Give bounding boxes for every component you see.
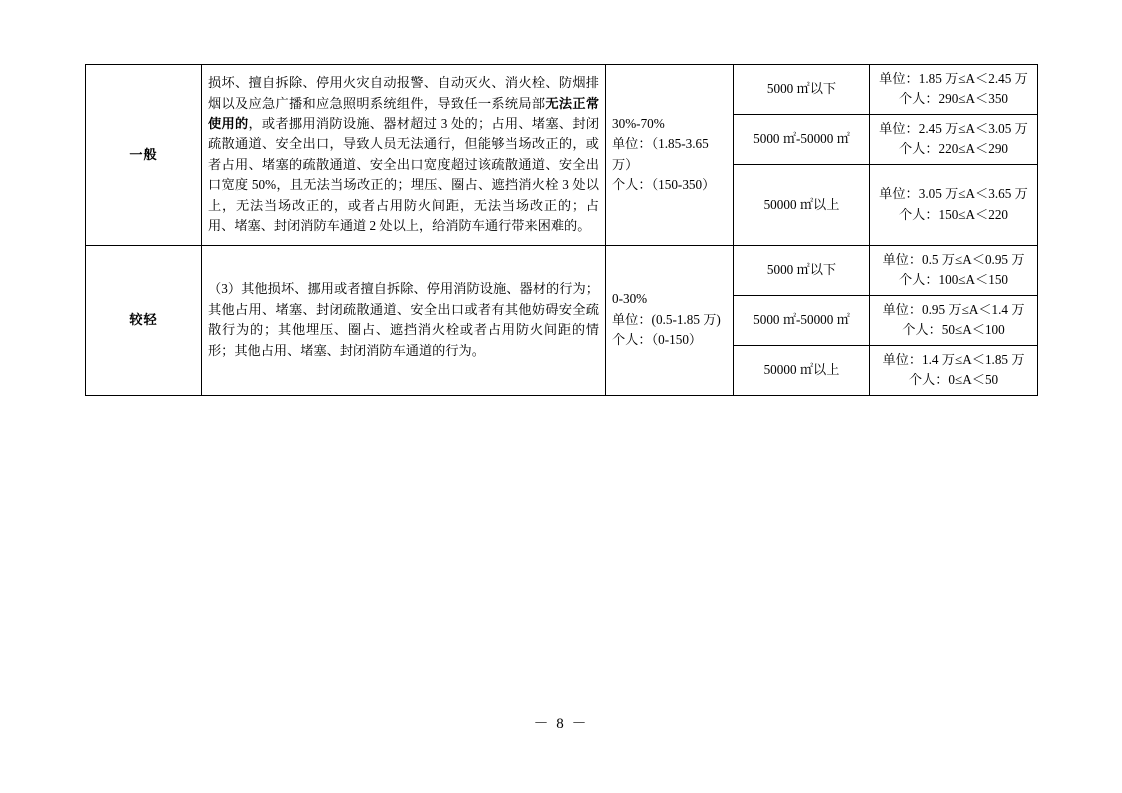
area-bracket-label: 5000 ㎡以下 (766, 262, 837, 278)
table-row (86, 245, 1038, 295)
fine-unit-line: 单位：3.05 万≤A＜3.65 万 (879, 186, 1028, 202)
fine-person-line: 个人：50≤A＜100 (902, 322, 1005, 338)
fine-person-line: 个人：220≤A＜290 (898, 141, 1009, 157)
ratio-unit-amount: 单位：（1.85-3.65 万） (612, 136, 709, 172)
fine-person-line: 个人：100≤A＜150 (898, 272, 1009, 288)
fine-amount-cell (870, 114, 1038, 164)
desc-part-plain-1: 损坏、擅自拆除、停用火灾自动报警、自动灭火、消火栓、防烟排烟以及应急广播和应急照明系统组件，导致任一系统局部 (208, 75, 599, 111)
area-bracket-cell (734, 245, 870, 295)
ratio-unit-amount: 单位：(0.5-1.85 万) (612, 311, 721, 327)
area-bracket-label: 50000 ㎡以上 (763, 361, 840, 377)
fine-unit-line: 单位：0.95 万≤A＜1.4 万 (882, 301, 1025, 317)
page-number: － 8 － (533, 716, 589, 732)
severity-level-cell (86, 65, 202, 246)
ratio-person-amount: 个人：（0-150） (612, 332, 703, 348)
area-bracket-cell (734, 65, 870, 115)
fine-unit-line: 单位：2.45 万≤A＜3.05 万 (879, 120, 1028, 136)
ratio-range: 30%-70% (612, 116, 665, 131)
severity-level-cell (86, 245, 202, 395)
violation-description-cell (202, 245, 606, 395)
desc-part-bold: 无法正常使用的 (208, 95, 600, 131)
area-bracket-label: 5000 ㎡-50000 ㎡ (753, 131, 850, 147)
fine-amount-cell (870, 295, 1038, 345)
ratio-person-amount: 个人：（150-350） (612, 177, 716, 193)
desc-part-plain-2: ，或者挪用消防设施、器材超过 3 处的；占用、堵塞、封闭疏散通道、安全出口，导致人员无法通行，但能够当场改正的，或者占用、堵塞的疏散通道、安全出口宽度超过该疏散通道、安全出口宽度 50%，且无法当场改正的；埋压、圈占、遮挡消火栓 3 处以上，无法当场改正的，或者占用防火间距，无法当场改正的；占用、堵塞、封闭消防车通道 2 处以上，给消防车通行带来困难的。 (208, 116, 600, 234)
desc-part-plain-1: （3）其他损坏、挪用或者擅自拆除、停用消防设施、器材的行为；其他占用、堵塞、封闭疏散通道、安全出口或者有其他妨碍安全疏散行为的；其他埋压、圈占、遮挡消火栓或者占用防火间距的情形；其他占用、堵塞、封闭消防车通道的行为。 (208, 281, 599, 358)
table-row (86, 65, 1038, 115)
fine-amount-cell (870, 164, 1038, 245)
fine-amount-cell (870, 245, 1038, 295)
fine-amount-cell (870, 345, 1038, 395)
fine-unit-line: 单位：1.85 万≤A＜2.45 万 (879, 71, 1028, 86)
fine-person-line: 个人：0≤A＜50 (908, 372, 999, 388)
fine-amount-cell (870, 65, 1038, 115)
area-bracket-label: 50000 ㎡以上 (763, 196, 840, 212)
area-bracket-cell (734, 164, 870, 245)
penalty-ratio-cell (606, 245, 734, 395)
penalty-discretion-table (85, 64, 1038, 396)
violation-description-cell (202, 65, 606, 246)
area-bracket-label: 5000 ㎡-50000 ㎡ (753, 311, 850, 327)
fine-person-line: 个人：150≤A＜220 (898, 206, 1009, 222)
penalty-ratio-cell (606, 65, 734, 246)
fine-person-line: 个人：290≤A＜350 (898, 91, 1009, 107)
severity-level-label: 较轻 (129, 311, 158, 327)
ratio-range: 0-30% (612, 291, 648, 307)
area-bracket-cell (734, 114, 870, 164)
severity-level-label: 一般 (129, 146, 158, 162)
area-bracket-label: 5000 ㎡以下 (766, 81, 837, 97)
fine-unit-line: 单位：0.5 万≤A＜0.95 万 (882, 251, 1025, 267)
area-bracket-cell (734, 295, 870, 345)
area-bracket-cell (734, 345, 870, 395)
fine-unit-line: 单位：1.4 万≤A＜1.85 万 (882, 351, 1025, 367)
